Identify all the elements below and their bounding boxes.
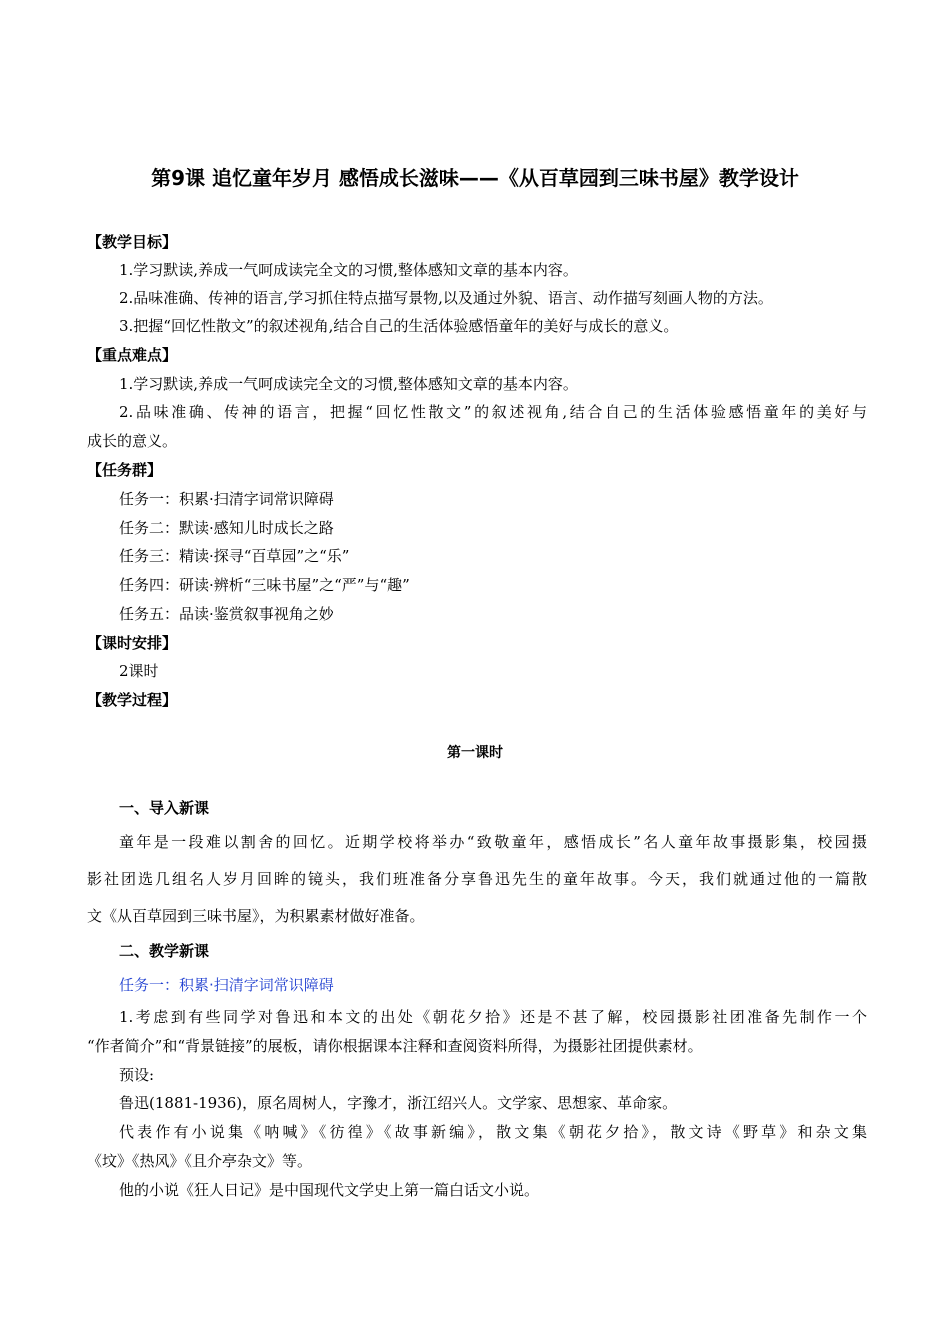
story-line: 他的小说《狂人日记》是中国现代文学史上第一篇白话文小说。 — [119, 1181, 540, 1199]
task-item: 任务五：品读·鉴赏叙事视角之妙 — [119, 605, 334, 623]
preset-label: 预设: — [119, 1066, 155, 1084]
keypoints-heading: 【重点难点】 — [87, 346, 178, 364]
goal-item: 1.学习默读,养成一气呵成读完全文的习惯,整体感知文章的基本内容。 — [119, 261, 578, 279]
keypoint-item-continued: 成长的意义。 — [87, 432, 178, 450]
author-bio: 鲁迅(1881-1936)，原名周树人，字豫才，浙江绍兴人。文学家、思想家、革命家。 — [119, 1094, 678, 1112]
process-heading: 【教学过程】 — [87, 691, 178, 709]
lesson-title: 第一课时 — [447, 745, 503, 761]
section-heading: 一、导入新课 — [119, 799, 210, 817]
intro-paragraph-line: 文《从百草园到三味书屋》，为积累素材做好准备。 — [87, 907, 425, 925]
document-title: 第9课 追忆童年岁月 感悟成长滋味——《从百草园到三味书屋》教学设计 — [151, 166, 799, 190]
task-item: 任务四：研读·辨析“三味书屋”之“严”与“趣” — [119, 576, 410, 594]
goals-heading: 【教学目标】 — [87, 233, 178, 251]
schedule-value: 2课时 — [119, 662, 159, 680]
intro-paragraph-line: 童年是一段难以割舍的回忆。近期学校将举办“致敬童年，感悟成长”名人童年故事摄影集，校园摄 — [119, 833, 867, 851]
question-line: 1.考虑到有些同学对鲁迅和本文的出处《朝花夕拾》还是不甚了解，校园摄影社团准备先制作一个 — [119, 1008, 867, 1026]
keypoint-item: 1.学习默读,养成一气呵成读完全文的习惯,整体感知文章的基本内容。 — [119, 375, 578, 393]
schedule-heading: 【课时安排】 — [87, 634, 178, 652]
works-line: 代表作有小说集《呐喊》《彷徨》《故事新编》，散文集《朝花夕拾》，散文诗《野草》和杂文集 — [119, 1123, 867, 1141]
tasks-heading: 【任务群】 — [87, 461, 163, 479]
intro-paragraph-line: 影社团选几组名人岁月回眸的镜头，我们班准备分享鲁迅先生的童年故事。今天，我们就通过他的一篇散 — [87, 870, 867, 888]
goal-item: 2.品味准确、传神的语言,学习抓住特点描写景物,以及通过外貌、语言、动作描写刻画人物的方法。 — [119, 289, 773, 307]
task-item: 任务三：精读·探寻“百草园”之“乐” — [119, 547, 350, 565]
keypoint-item: 2.品味准确、传神的语言，把握“回忆性散文”的叙述视角,结合自己的生活体验感悟童年的美好与 — [119, 403, 867, 421]
task-item: 任务二：默读·感知儿时成长之路 — [119, 519, 334, 537]
goal-item: 3.把握“回忆性散文”的叙述视角,结合自己的生活体验感悟童年的美好与成长的意义。 — [119, 317, 679, 335]
section-heading: 二、教学新课 — [119, 942, 210, 960]
works-line: 《坟》《热风》《且介亭杂文》等。 — [87, 1152, 313, 1170]
question-line: “作者简介”和“背景链接”的展板，请你根据课本注释和查阅资料所得，为摄影社团提供素材。 — [87, 1037, 703, 1055]
task-subheading: 任务一：积累·扫清字词常识障碍 — [119, 976, 334, 994]
task-item: 任务一：积累·扫清字词常识障碍 — [119, 490, 334, 508]
